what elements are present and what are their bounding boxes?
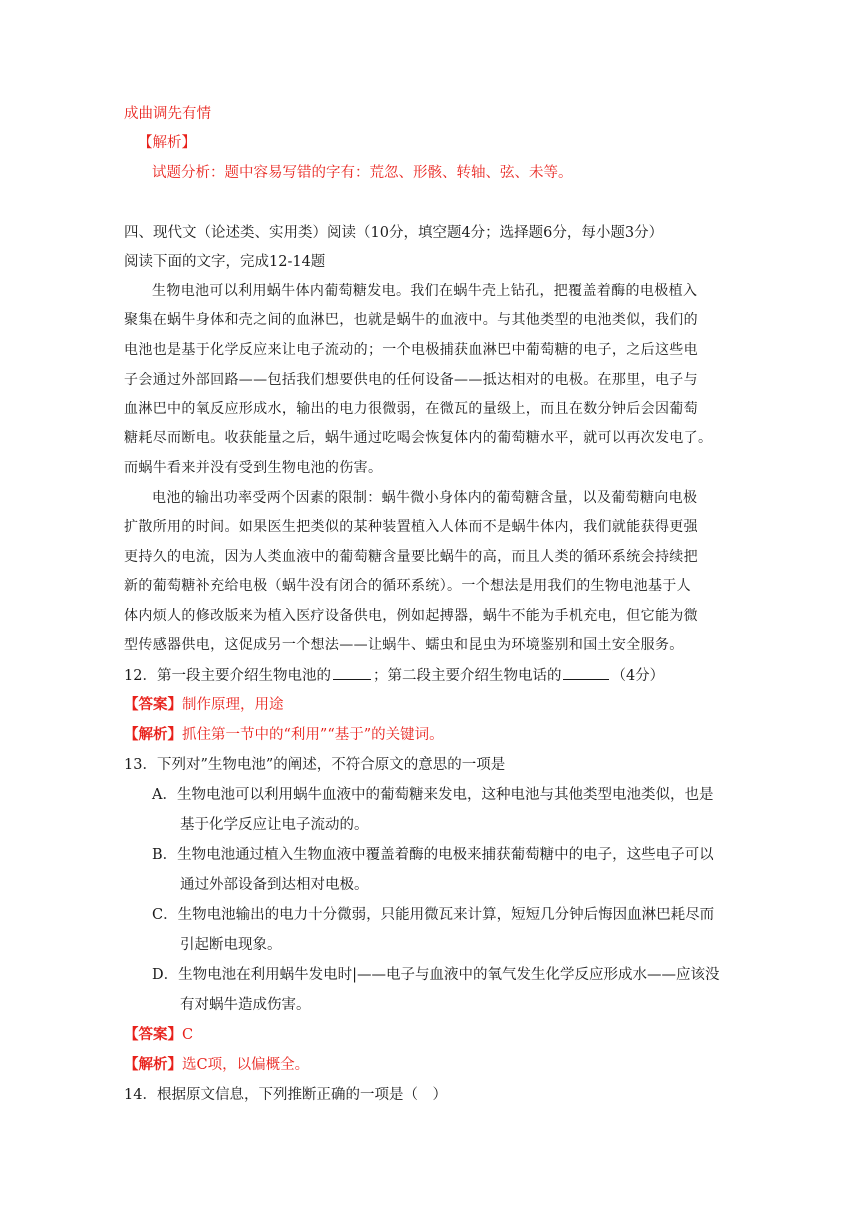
q13-option-d-cont: 有对蜗牛造成伤害。 bbox=[180, 997, 311, 1013]
passage-p1-line: 而蜗牛看来并没有受到生物电池的伤害。 bbox=[124, 460, 383, 476]
q13-jiexi-text: 选C项，以偏概全。 bbox=[182, 1057, 310, 1073]
passage-p2-line: 更持久的电流，因为人类血液中的葡萄糖含量要比蜗牛的高，而且人类的循环系统会持续把 bbox=[124, 549, 698, 565]
prev-jiexi-text: 试题分析：题中容易写错的字有：荒忽、形骸、转轴、弦、未等。 bbox=[152, 165, 573, 181]
option-label: D． bbox=[152, 967, 179, 983]
q13-answer-text: C bbox=[182, 1027, 194, 1043]
answer-tag: 【答案】 bbox=[124, 696, 182, 713]
reading-instruction: 阅读下面的文字，完成12-14题 bbox=[124, 254, 326, 270]
passage-p2-line: 新的葡萄糖补充给电极（蜗牛没有闭合的循环系统）。一个想法是用我们的生物电池基于人 bbox=[124, 578, 691, 594]
passage-p1-line: 生物电池可以利用蜗牛体内葡萄糖发电。我们在蜗牛壳上钻孔，把覆盖着酶的电极植入 bbox=[152, 283, 698, 299]
q12-stem-part1: 12．第一段主要介绍生物电池的 bbox=[124, 668, 331, 684]
q13-stem: 13．下列对”生物电池”的阐述，不符合原文的意思的一项是 bbox=[124, 757, 506, 773]
option-text: 生物电池输出的电力十分微弱，只能用微瓦来计算，短短几分钟后悔因血淋巴耗尽而 bbox=[177, 907, 715, 923]
q12-jiexi-text: 抓住第一节中的“利用”“基于”的关键词。 bbox=[182, 727, 444, 743]
prev-jiexi-tag: 【解析】 bbox=[138, 135, 196, 151]
jiexi-tag: 【解析】 bbox=[124, 1056, 182, 1073]
q12-answer-text: 制作原理，用途 bbox=[182, 697, 284, 713]
q13-option-d[interactable] bbox=[152, 965, 720, 985]
q12-stem-part3: （4分） bbox=[611, 668, 665, 684]
q13-jiexi bbox=[124, 1055, 309, 1075]
option-text: 生物电池可以利用蜗牛血液中的葡萄糖来发电，这种电池与其他类型电池类似，也是 bbox=[176, 787, 714, 803]
passage-p1-line: 血淋巴中的氧反应形成水，输出的电力很微弱，在微瓦的量级上，而且在数分钟后会因葡萄 bbox=[124, 401, 698, 417]
option-label: B． bbox=[152, 847, 178, 863]
q13-answer bbox=[124, 1025, 193, 1045]
passage-p2-line: 型传感器供电，这促成另一个想法——让蜗牛、蠕虫和昆虫为环境鉴别和国土安全服务。 bbox=[124, 637, 684, 653]
option-text: 生物电池在利用蜗牛发电时|——电子与血液中的氧气发生化学反应形成水——应该没 bbox=[178, 967, 720, 983]
q13-option-c[interactable] bbox=[152, 905, 714, 925]
q12-answer bbox=[124, 695, 284, 715]
passage-p1-line: 糖耗尽而断电。收获能量之后，蜗牛通过吃喝会恢复体内的葡萄糖水平，就可以再次发电了。 bbox=[124, 430, 713, 446]
q13-option-b[interactable] bbox=[152, 845, 714, 865]
q13-option-c-cont: 引起断电现象。 bbox=[180, 937, 282, 953]
passage-p1-line: 聚集在蜗牛身体和壳之间的血淋巴，也就是蜗牛的血液中。与其他类型的电池类似，我们的 bbox=[124, 312, 698, 328]
q12-jiexi bbox=[124, 725, 444, 745]
passage-p1-line: 子会通过外部回路——包括我们想要供电的任何设备——抵达相对的电极。在那里，电子与 bbox=[124, 372, 698, 388]
q14-stem: 14．根据原文信息，下列推断正确的一项是（ ） bbox=[124, 1087, 447, 1103]
q13-option-b-cont: 通过外部设备到达相对电极。 bbox=[180, 877, 369, 893]
q12-blank-2[interactable] bbox=[563, 665, 609, 680]
option-label: C． bbox=[152, 907, 178, 923]
option-label: A． bbox=[152, 787, 177, 803]
passage-p2-line: 扩散所用的时间。如果医生把类似的某种装置植入人体而不是蜗牛体内，我们就能获得更强 bbox=[124, 519, 698, 535]
q13-option-a[interactable] bbox=[152, 785, 713, 805]
answer-tag: 【答案】 bbox=[124, 1026, 182, 1043]
passage-p2-line: 电池的输出功率受两个因素的限制：蜗牛微小身体内的葡萄糖含量，以及葡萄糖向电极 bbox=[152, 490, 698, 506]
q12-blank-1[interactable] bbox=[333, 665, 371, 680]
q12-stem bbox=[124, 665, 664, 686]
q12-stem-part2: ；第二段主要介绍生物电话的 bbox=[372, 668, 562, 684]
option-text: 生物电池通过植入生物血液中覆盖着酶的电极来捕获葡萄糖中的电子，这些电子可以 bbox=[177, 847, 714, 863]
section-title: 四、现代文（论述类、实用类）阅读（10分，填空题4分；选择题6分，每小题3分） bbox=[124, 225, 664, 241]
jiexi-tag: 【解析】 bbox=[124, 726, 182, 743]
passage-p1-line: 电池也是基于化学反应来让电子流动的；一个电极捕获血淋巴中葡萄糖的电子，之后这些电 bbox=[124, 342, 698, 358]
q13-option-a-cont: 基于化学反应让电子流动的。 bbox=[180, 817, 369, 833]
passage-p2-line: 体内烦人的修改版来为植入医疗设备供电，例如起搏器，蜗牛不能为手机充电，但它能为微 bbox=[124, 608, 698, 624]
prev-answer-text: 成曲调先有情 bbox=[124, 106, 211, 122]
